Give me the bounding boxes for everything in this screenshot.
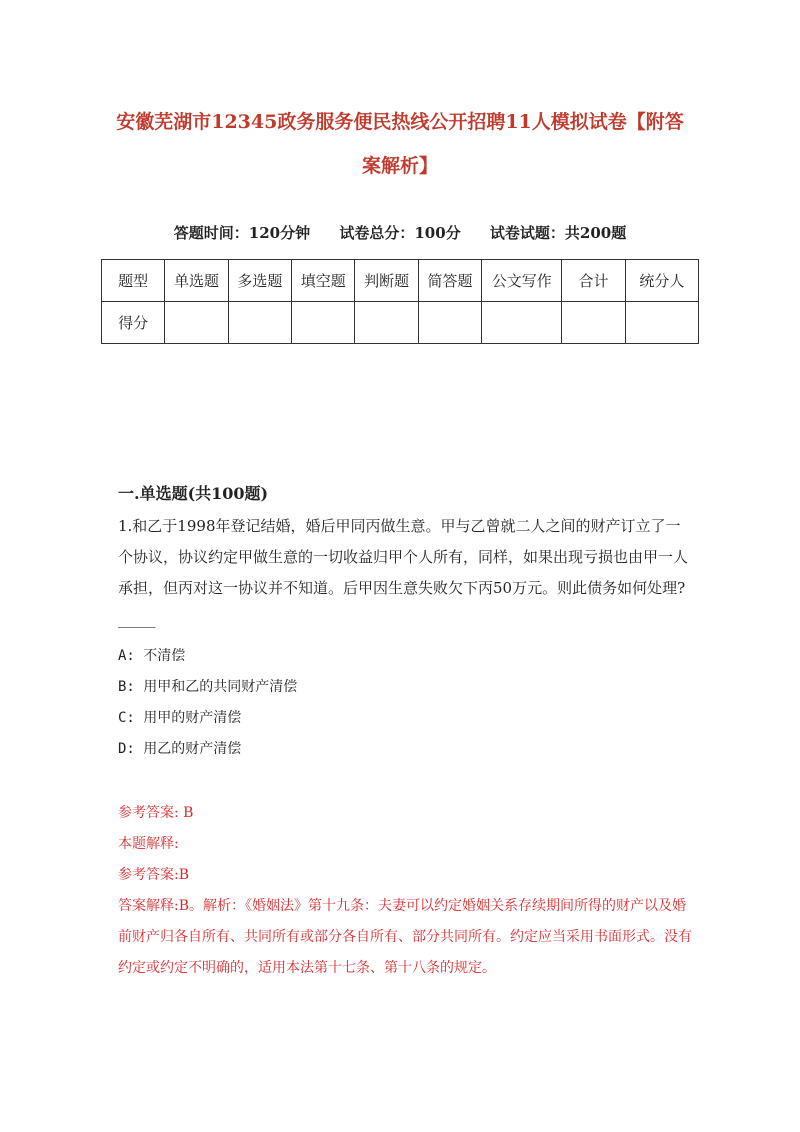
reference-answer-2: 参考答案:B <box>118 867 190 883</box>
score-cell-fill[interactable] <box>292 302 355 344</box>
score-cell-multi[interactable] <box>228 302 291 344</box>
score-header-cell: 简答题 <box>418 260 481 302</box>
score-table-header-row <box>102 260 699 302</box>
score-header-cell: 判断题 <box>355 260 418 302</box>
score-cell-single[interactable] <box>165 302 228 344</box>
section-title: 一.单选题(共100题) <box>118 484 269 503</box>
score-header-cell: 题型 <box>102 260 165 302</box>
score-table-score-row <box>102 302 699 344</box>
reference-answer: 参考答案: B <box>118 805 194 821</box>
score-header-cell: 填空题 <box>292 260 355 302</box>
score-cell-writing[interactable] <box>482 302 562 344</box>
option-c: C: 用甲的财产清偿 <box>118 710 242 726</box>
answer-block <box>118 798 692 984</box>
answer-explanation: 答案解释:B。解析：《婚姻法》第十九条：夫妻可以约定婚姻关系存续期间所得的财产以及婚前财产归各自所有、共同所有或部分各自所有、部分共同所有。约定应当采用书面形式。没有约定或约定不明确的，适用本法第十七条、第十八条的规定。 <box>118 898 692 976</box>
score-cell-grader[interactable] <box>625 302 698 344</box>
document-title <box>110 100 690 188</box>
option-b: B: 用甲和乙的共同财产清偿 <box>118 679 298 695</box>
title-line-1: 安徽芜湖市12345政务服务便民热线公开招聘11人模拟试卷【附答 <box>116 111 684 133</box>
score-header-cell: 统分人 <box>625 260 698 302</box>
exam-info <box>100 222 700 243</box>
exam-time: 答题时间：120分钟 <box>173 224 311 242</box>
option-a: A: 不清偿 <box>118 648 186 664</box>
score-cell-short[interactable] <box>418 302 481 344</box>
question-options <box>118 641 297 765</box>
score-header-cell: 合计 <box>562 260 625 302</box>
score-header-cell: 多选题 <box>228 260 291 302</box>
explanation-label: 本题解释: <box>118 836 179 852</box>
score-header-cell: 单选题 <box>165 260 228 302</box>
score-table <box>101 259 699 344</box>
score-cell-judge[interactable] <box>355 302 418 344</box>
exam-total-questions: 试卷试题：共200题 <box>489 224 627 242</box>
score-header-cell: 公文写作 <box>482 260 562 302</box>
score-cell-total[interactable] <box>562 302 625 344</box>
option-d: D: 用乙的财产清偿 <box>118 741 242 757</box>
question-text: 1.和乙于1998年登记结婚，婚后甲同丙做生意。甲与乙曾就二人之间的财产订立了一个协议，协议约定甲做生意的一切收益归甲个人所有，同样，如果出现亏损也由甲一人承担，但丙对这一协议并不知道。后甲因生意失败欠下丙50万元。则此债务如何处理?_____ <box>118 517 689 628</box>
exam-total-score: 试卷总分：100分 <box>339 224 461 242</box>
score-row-label: 得分 <box>102 302 165 344</box>
title-line-2: 案解析】 <box>361 155 438 177</box>
